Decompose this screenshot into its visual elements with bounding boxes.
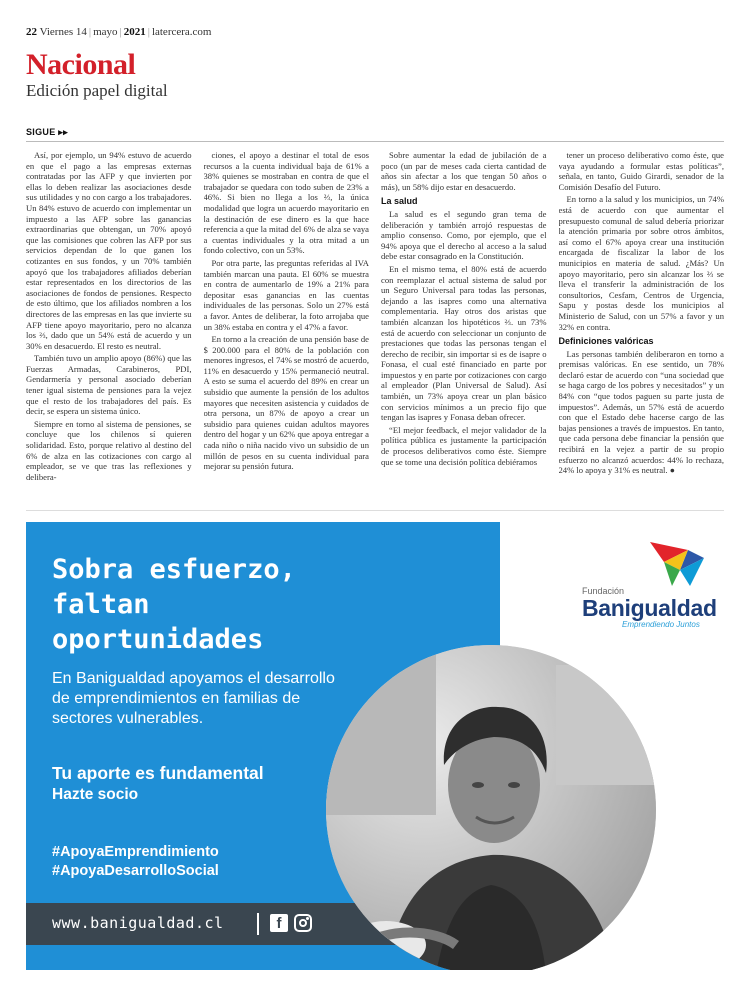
facebook-icon[interactable]: f xyxy=(270,914,288,932)
ad-headline-line: faltan xyxy=(52,589,150,620)
advertisement xyxy=(26,522,724,970)
ad-headline-line: oportunidades xyxy=(52,624,264,655)
instagram-icon[interactable] xyxy=(294,914,312,932)
paragraph: Las personas también deliberaron en torno a premisas valóricas. En ese sentido, un 78% declaró estar de acuerdo con “una sociedad que se haga cargo de los pobres y necesitados” y un 84% con “que todos paguen su parte justa de impuestos”. Además, un 57% está de acuerdo con que el Estado debe hacerse cargo de las bajas pensiones a través de impuestos. En tanto, que cada persona debe financiar la pensión que recibirá en la vejez a partir de su propio esfuerzo no alcanzó acuerdos: 44% lo rechaza, 24% lo apoya y 31% es neutral. ● xyxy=(558,348,724,476)
date-month: mayo xyxy=(93,26,118,38)
ad-photo-illustration xyxy=(326,645,656,970)
subheading-valoricas: Definiciones valóricas xyxy=(558,336,654,347)
logo-fundacion: Fundación xyxy=(582,586,625,596)
ad-cta-secondary: Hazte socio xyxy=(52,786,139,803)
bottom-rule xyxy=(26,510,724,511)
ad-website-link[interactable]: www.banigualdad.cl xyxy=(52,914,224,932)
logo-name: Banigualdad xyxy=(582,595,717,621)
paragraph: En el mismo tema, el 80% está de acuerdo con reemplazar el actual sistema de salud por un Seguro Universal para todas las personas, dejando a las isapres como una alternativa complementaria. Hay otros dos aristas que también alcanzan los hipotéticos ⅔. un 73% está de acuerdo con seleccionar un conjunto de prestaciones que todas las personas tengan el derecho de recibir, sin importar si es de isapre o Fonasa, el cual esté financiado en parte por impuestos y en parte por cotizaciones con cargo al empleador (Plan Universal de Salud). Así también, un 73% apoya crear un plan básico con servicios mínimos a un precio fijo que tengan las isapres y Fonasa deban ofrecer. xyxy=(381,263,547,423)
top-rule xyxy=(26,141,724,142)
subheading-salud: La salud xyxy=(381,196,418,207)
site-name: latercera.com xyxy=(151,26,212,38)
article-column-1 xyxy=(26,150,192,502)
paragraph: También tuvo un amplio apoyo (86%) que las Fuerzas Armadas, Carabineros, PDI, Gendarmería y personal asociado deberían tener igual sistema de pensiones para la vejez que el resto de los trabajadores del país. Es decir, se espera un sistema único. xyxy=(26,353,192,417)
date-day: Viernes 14 xyxy=(39,26,87,38)
banigualdad-logo xyxy=(582,536,722,629)
paragraph: En torno a la creación de una pensión base de $ 200.000 para el 80% de la población con menores ingresos, el 74% se mostró de acuerdo, 11% en desacuerdo y 15% permaneció neutral. A esto se suma el acuerdo del 89% en crear un subsidio que aumente la pensión de los adultos mayores que necesiten asistencia y cuidados de otra persona, un 87% de apoyo a crear un subsidio para quienes cuidan adultos mayores dentro del hogar y un 62% que apoya entregar a cada niño o niña nacido vivo un subsidio de un millón de pesos en su cuenta individual para mejorar su pensión futura. xyxy=(203,334,369,472)
ad-divider xyxy=(257,913,259,935)
paragraph: En torno a la salud y los municipios, un 74% está de acuerdo con que aumentar el presupuesto comunal de salud debería priorizar la atención primaria por sobre otros ámbitos, así como el 67% apoya crear una institución encargada de fiscalizar la labor de los municipios en materia de salud. ¿Más? Un apoyo mayoritario, pero sin alcanzar los ⅔ se lleva el transferir la administración de los consultorios, Cesfam, Centros de Urgencia, Sapu y postas desde los municipios al Ministerio de Salud, con un 57% a favor y un 32% en contra. xyxy=(558,194,724,332)
paragraph: Así, por ejemplo, un 94% estuvo de acuerdo en que el pago a las empresas externas contratadas por las AFP y que invierten por ellas lo deben realizar las asociaciones desde sus utilidades y no con cargo a los trabajadores. Un 84% estuvo de acuerdo con implementar un impuesto a las AFP sobre las ganancias extraordinarias que obtengan, un 70% apoyó que las comisiones que cobren las AFP por sus servicios dependan de lo que ganen los cotizantes en sus fondos, y un 70% también apoyó que los trabajadores afiliados deberían estar representados en los directorios de las asociaciones de fondos de pensiones. Respecto de esto último, que los afiliados nombren a los directores de las empresas en las que invierte su AFP tiene apoyo mayoritario, pero no alcanza los ⅔, dado que un 54% está de acuerdo y un 30% en desacuerdo. El resto es neutral. xyxy=(26,150,192,351)
logo-mark-icon xyxy=(642,536,706,590)
article-column-2 xyxy=(204,150,370,502)
paragraph: La salud es el segundo gran tema de deliberación y también arrojó respuestas de amplio consenso. Como, por ejemplo, que el 94% apoya que el derecho al acceso a la salud debe estar consagrado en la Constitución. xyxy=(381,208,547,262)
article-column-3 xyxy=(381,150,547,502)
page-number: 22 xyxy=(26,26,37,38)
ad-body-text: En Banigualdad apoyamos el desarrollo de emprendimientos en familias de sectores vulnerables. xyxy=(52,670,335,727)
paragraph: ciones, el apoyo a destinar el total de esos recursos a la cuenta individual baja de 61% a 38% quienes se mostraban en contra de que el trabajador se quedara con todo suben de 23% a 46%. Si bien no llega a los ⅔, la única modalidad que logra un acuerdo mayoritario en la destinación de ese dinero es la que hace referencia a que la mitad del 6% de alza se vaya a cuentas individuales y la otra mitad a un fondo colectivo, con un 53%. xyxy=(203,150,369,256)
paragraph: Sobre aumentar la edad de jubilación de a poco (un par de meses cada cierta cantidad de años sin afectar a los que tengan 50 años o más), un 58% dijo estar en desacuerdo. xyxy=(381,150,547,192)
ad-headline xyxy=(52,552,296,657)
date-year: 2021 xyxy=(123,26,146,38)
paragraph: “El mejor feedback, el mejor validador de la política pública es justamente la participación de procesos deliberativos como éste. Siempre que se tome una decisión política debiéramos xyxy=(381,424,547,467)
ad-photo-woman xyxy=(326,645,656,970)
ad-hashtag: #ApoyaEmprendimiento xyxy=(52,844,219,860)
ad-cta-primary: Tu aporte es fundamental xyxy=(52,763,264,783)
article-body xyxy=(26,150,724,502)
paragraph: Siempre en torno al sistema de pensiones, se concluye que los chilenos sí quieren solidaridad. Esto, porque relativo al destino del 6% de alza en las cotizaciones con cargo al empleador, se ve que tras las reflexiones y delibera- xyxy=(26,418,192,482)
page-folio: 22 Viernes 14 | mayo | 2021 | latercera.com xyxy=(26,26,212,38)
paragraph: tener un proceso deliberativo como éste, que vaya ayudando a formular estas políticas”, señala, en tanto, Guido Girardi, senador de la Comisión Desafío del Futuro. xyxy=(558,150,724,192)
ad-hashtag: #ApoyaDesarrolloSocial xyxy=(52,863,219,879)
section-title: Nacional xyxy=(26,48,136,81)
edition-label: Edición papel digital xyxy=(26,81,168,100)
logo-tagline: Emprendiendo Juntos xyxy=(622,620,700,629)
ad-headline-line: Sobra esfuerzo, xyxy=(52,554,296,585)
paragraph: Por otra parte, las preguntas referidas al IVA también marcan una pauta. El 60% se muestra en contra de aumentarlo de 19% a 21% para depositar esas ganancias en las cuentas individuales de las personas. Solo un 27% está a favor. Antes de deliberar, la foto arrojaba que un 38% estaba en contra y el 47% a favor. xyxy=(203,257,369,332)
continuation-label: SIGUE ▸▸ xyxy=(26,127,68,137)
article-column-4 xyxy=(559,150,725,502)
